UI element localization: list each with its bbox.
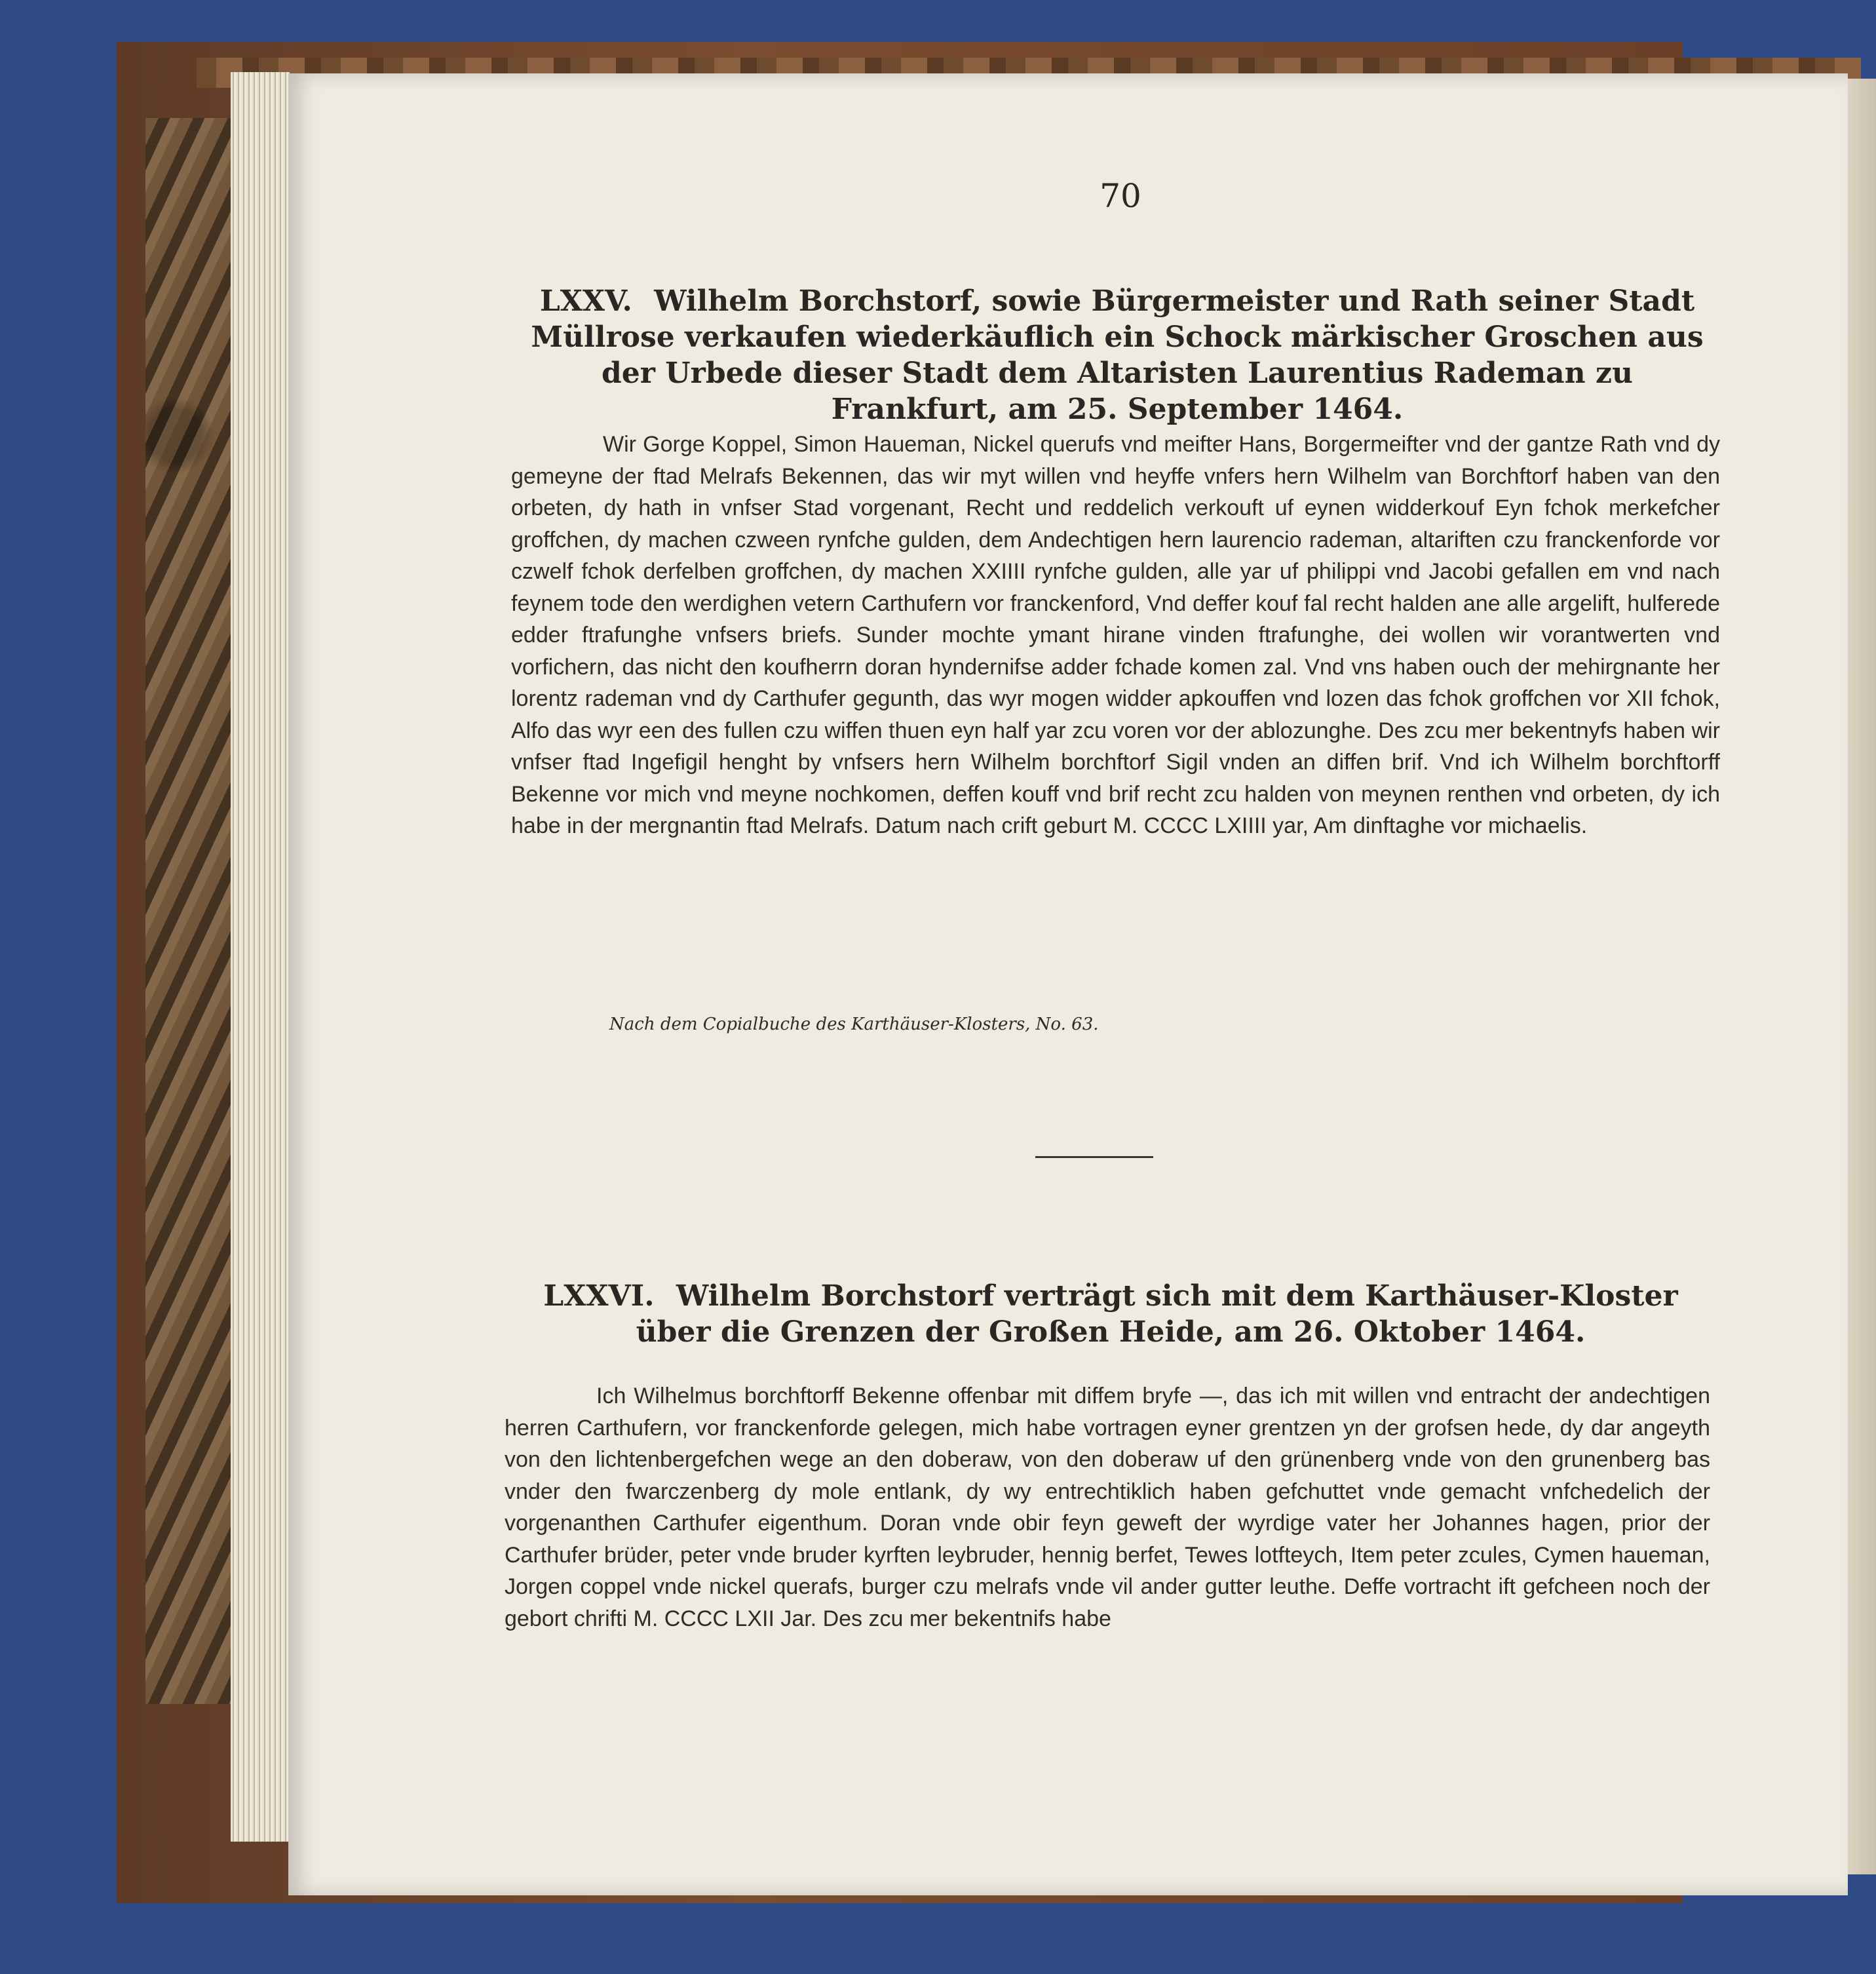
doc2-body-text: Ich Wilhelmus borchftorff Bekenne offenbar mit diffem bryfe —, das ich mit willen vnd entracht der andechtigen herren Carthufern, vor franckenforde gelegen, mich habe vortragen eyner grentzen yn der grofsen hede, dy dar angeyth von den lichtenbergefchen wege an den doberaw, von den doberaw uf den grünenberg vnde von den grunenberg bas vnder den fwarczenberg dy mole entlank, dy wy entrechtiklich haben gefchuttet vnde gemacht vnfchedelich der vorgenanthen Carthufer eigenthum. Doran vnde obir feyn geweft der wyrdige vater her Johannes hagen, prior der Carthufer brüder, peter vnde bruder kyrften leybruder, hennig berfet, Tewes lotfteych, Item peter zcules, Cymen haueman, Jorgen coppel vnde nickel querafs, burger czu melrafs vnde vil ander gutter leuthe. Deffe vortracht ift gefcheen noch der gebort chrifti M. CCCC LXII Jar. Des zcu mer bekentnifs habe bbox=[505, 1384, 1710, 1631]
doc1-numeral: LXXV. bbox=[539, 284, 632, 318]
doc2-heading bbox=[518, 1278, 1704, 1350]
doc2-title: Wilhelm Borchstorf verträgt sich mit dem Karthäuser-Kloster über die Grenzen der Großen Heide, am 26. Oktober 1464. bbox=[636, 1279, 1678, 1349]
page-edges-left bbox=[231, 72, 290, 1842]
doc1-source-note: Nach dem Copialbuche des Karthäuser-Klosters, No. 63. bbox=[609, 1015, 1099, 1034]
doc1-heading bbox=[531, 283, 1704, 427]
marbled-endpaper bbox=[145, 118, 244, 1704]
doc2-numeral: LXXVI. bbox=[543, 1279, 655, 1313]
doc1-title: Wilhelm Borchstorf, sowie Bürgermeister und Rath seiner Stadt Müllrose verkaufen wiederkäuflich ein Schock märkischer Groschen aus der Urbede dieser Stadt dem Altaristen Laurentius Rademan zu Frankfurt, am 25. September 1464. bbox=[531, 284, 1704, 426]
doc1-body-text: Wir Gorge Koppel, Simon Haueman, Nickel querufs vnd meifter Hans, Borgermeifter vnd der gantze Rath vnd dy gemeyne der ftad Melrafs Bekennen, das wir myt willen vnd heyffe vnfers hern Wilhelm van Borchftorf haben van den orbeten, dy hath in vnfser Stad vorgenant, Recht und reddelich verkouft uf eynen widderkouf Eyn fchok merkefcher groffchen, dy machen czween rynfche gulden, dem Andechtigen hern laurencio rademan, altariften czu franckenforde vor czwelf fchok derfelben groffchen, dy machen XXIIII rynfche gulden, alle yar uf philippi vnd Jacobi gefallen em vnd nach feynem tode den werdighen vetern Carthufern vor franckenford, Vnd deffer kouf fal recht halden ane alle argelift, hulferede edder ftrafunghe vnfsers briefs. Sunder mochte ymant hirane vinden ftrafunghe, dei wollen wir vorantwerten vnd vorfichern, das nicht den koufherrn doran hyndernifse adder fchade komen zal. Vnd vns haben ouch der mehirgnante her lorentz rademan vnd dy Carthufer gegunth, das wyr mogen widder apkouffen vnd lozen das fchok groffchen vor XII fchok, Alfo das wyr een des fullen czu wiffen thuen eyn half yar zcu voren vor der ablozunghe. Des zcu mer bekentnyfs haben wir vnfser ftad Ingefigil henght by vnfsers hern Wilhelm borchftorf Sigil vnden an diffen brif. Vnd ich Wilhelm borchftorff Bekenne vor mich vnd meyne nochkomen, deffen kouff vnd brif recht zcu halden von meynen renthen vnd orbeten, dy ich habe in der mergnantin ftad Melrafs. Datum nach crift geburt M. CCCC LXIIII yar, Am dinftaghe vor michaelis. bbox=[511, 432, 1720, 838]
page-number: 70 bbox=[1100, 177, 1141, 215]
doc2-body bbox=[505, 1380, 1710, 1635]
doc1-body bbox=[511, 429, 1720, 842]
section-divider bbox=[1035, 1156, 1153, 1158]
